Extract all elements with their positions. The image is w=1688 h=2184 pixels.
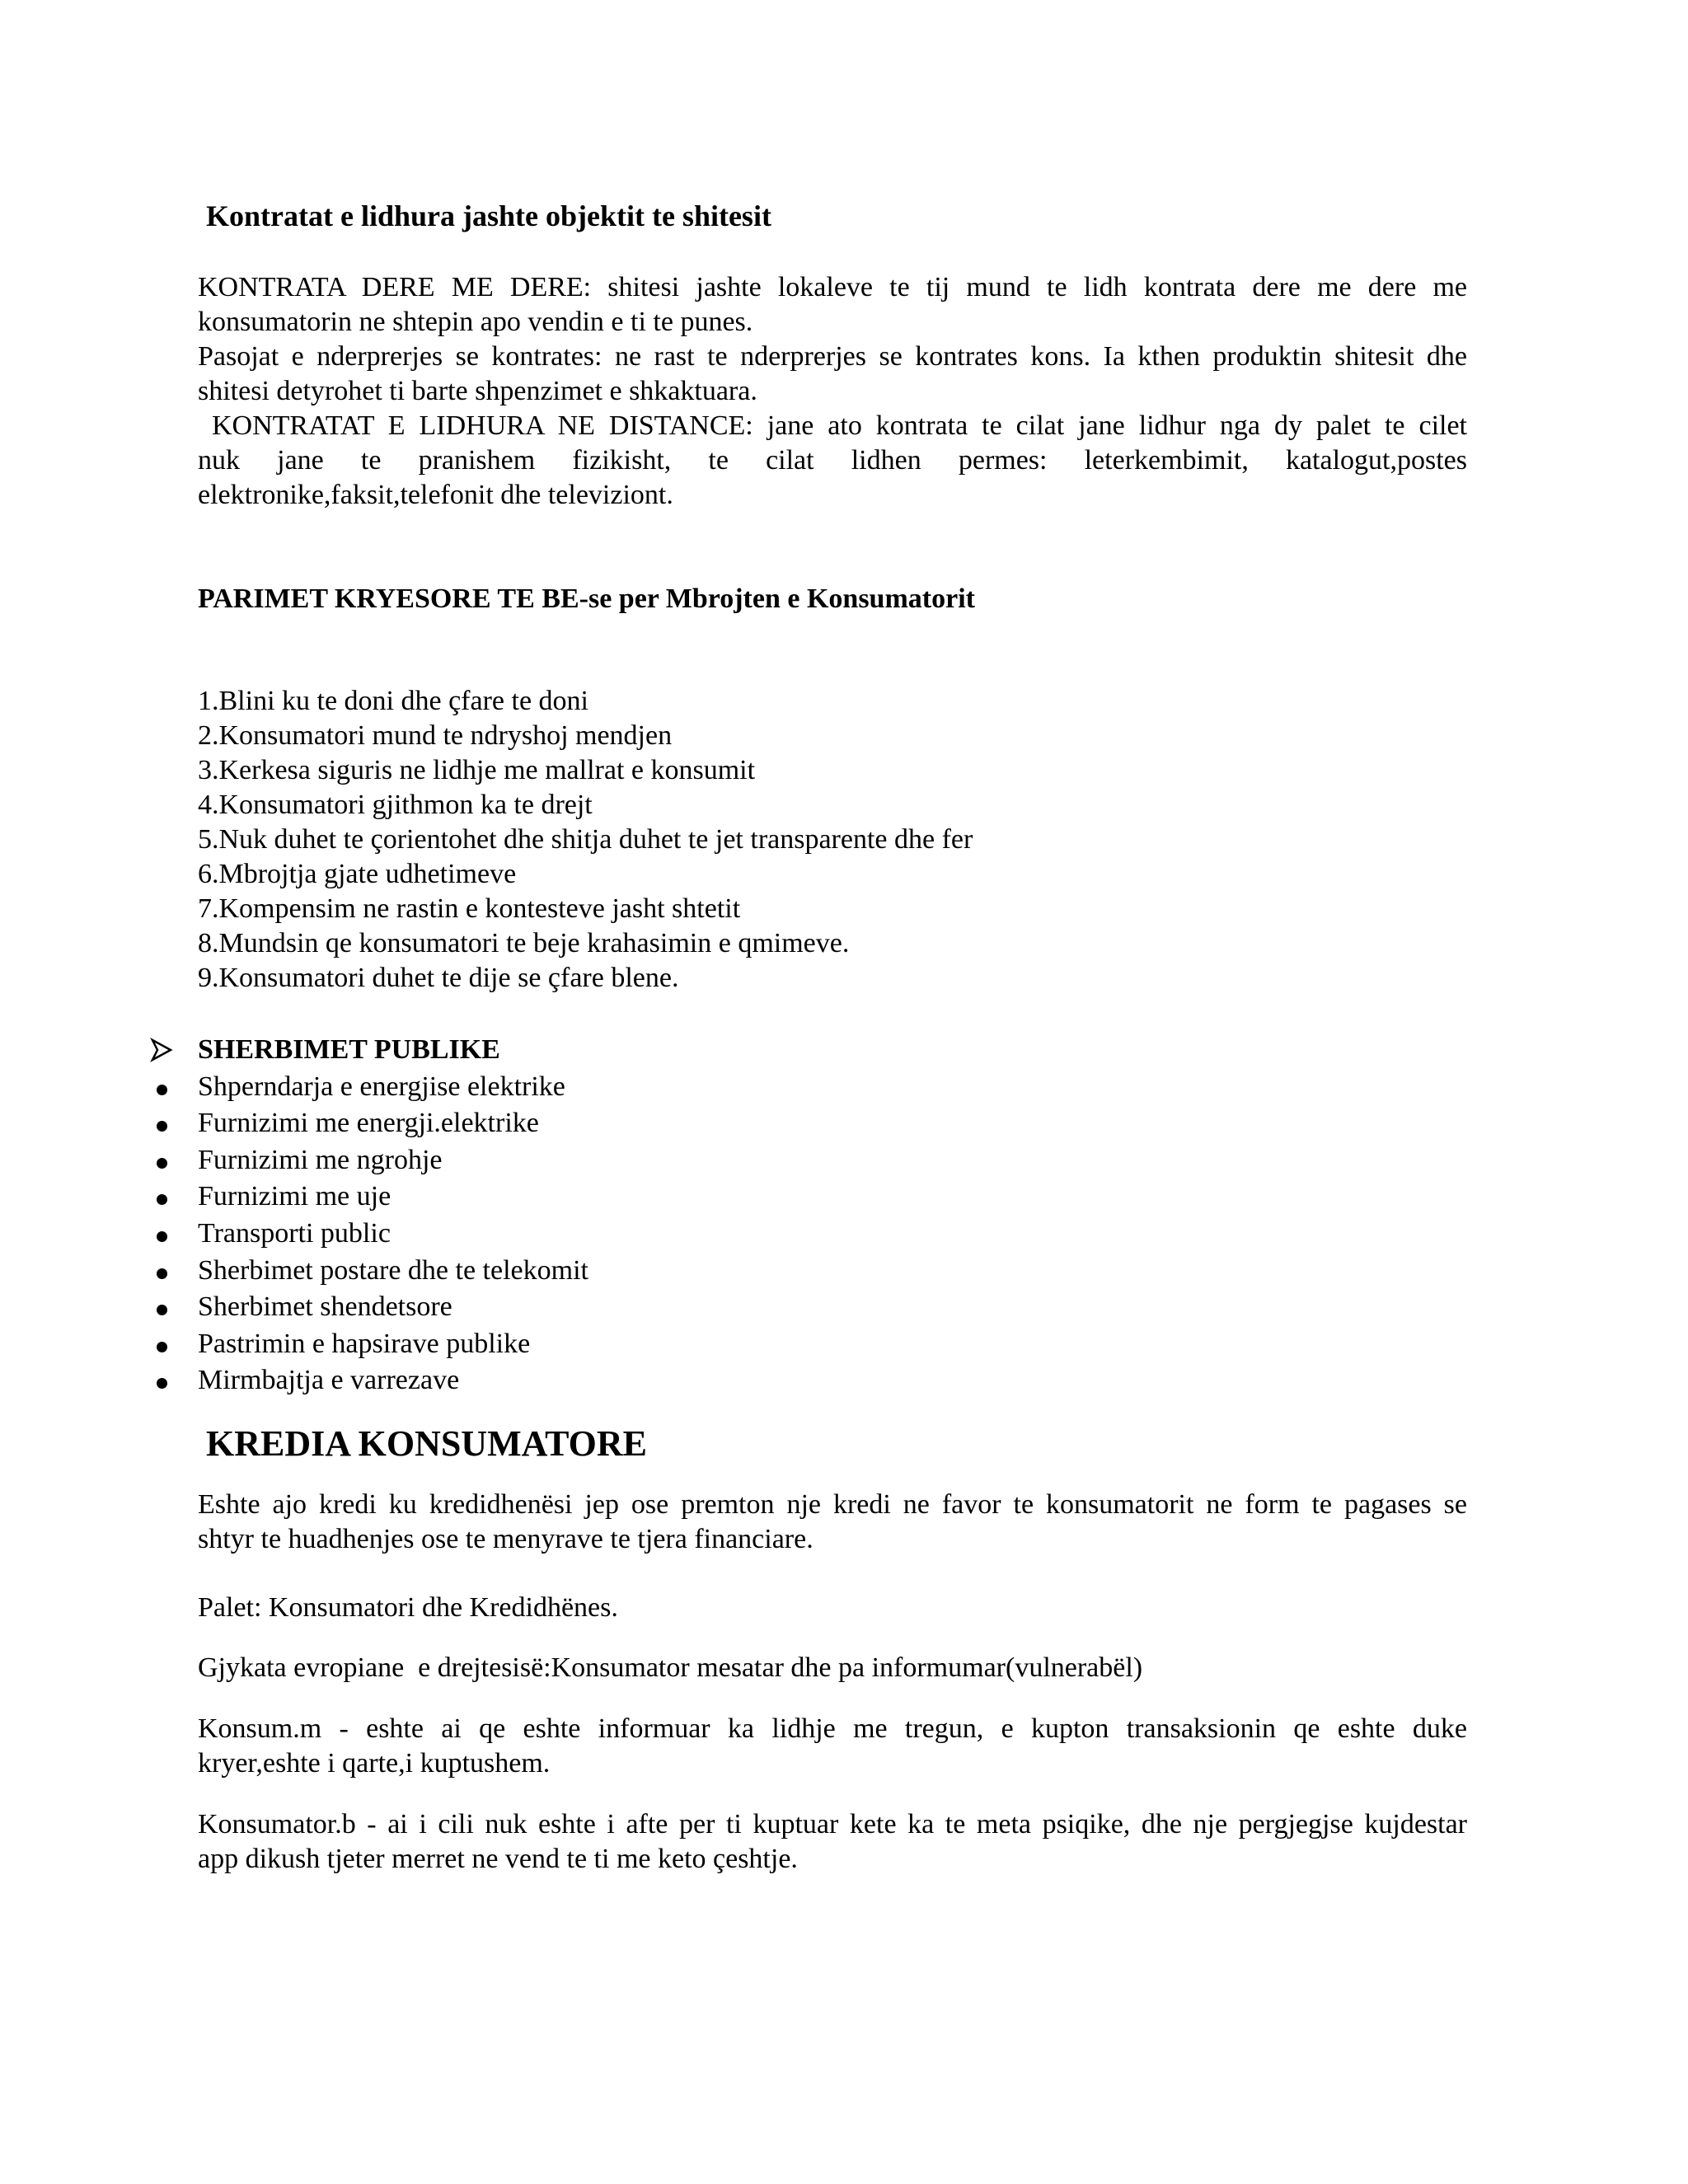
list-item-label: Shperndarja e energjise elektrike	[198, 1071, 565, 1102]
list-item-label: Sherbimet shendetsore	[198, 1291, 452, 1323]
principles-list	[198, 684, 1467, 996]
list-item	[150, 1326, 1469, 1363]
list-item: 1.Blini ku te doni dhe çfare te doni	[198, 686, 588, 716]
list-item-label: Furnizimi me ngrohje	[198, 1144, 443, 1175]
credit-court-text: Gjykata evropiane e drejtesisë:Konsumator mesatar dhe pa informumar(vulnerabël)	[198, 1652, 1143, 1683]
bullet-icon	[157, 1121, 167, 1132]
list-item: 6.Mbrojtja gjate udhetimeve	[198, 859, 517, 889]
informed-consumer-line-1: Konsum.m - eshte ai qe eshte informuar ka lidhje me tregun, e kupton transaksionin qe eshte duke	[198, 1713, 1467, 1744]
arrow-right-icon	[150, 1032, 183, 1072]
door-to-door-line-1: KONTRATA DERE ME DERE: shitesi jashte lokaleve te tij mund te lidh kontrata dere me dere me	[198, 272, 1467, 302]
list-item-label: Sherbimet postare dhe te telekomit	[198, 1254, 588, 1286]
bullet-icon	[157, 1231, 167, 1242]
list-item-label: Furnizimi me energji.elektrike	[198, 1108, 539, 1139]
list-item-label: Mirmbajtja e varrezave	[198, 1365, 460, 1396]
list-item	[150, 1105, 1469, 1142]
list-item	[150, 1362, 1469, 1399]
credit-definition-line-1: Eshte ajo kredi ku kredidhenësi jep ose premton nje kredi ne favor te konsumatorit ne form te pagases se	[198, 1489, 1467, 1520]
vulnerable-consumer	[198, 1807, 1467, 1877]
list-item: 2.Konsumatori mund te ndryshoj mendjen	[198, 720, 673, 751]
bullet-icon	[157, 1194, 167, 1205]
contracts-section	[198, 270, 1467, 513]
list-item-label: Transporti public	[198, 1217, 391, 1249]
bullet-icon	[157, 1342, 167, 1352]
bullet-icon	[157, 1378, 167, 1389]
credit-parties	[198, 1591, 1467, 1625]
consequences-line-1: Pasojat e nderprerjes se kontrates: ne rast te nderprerjes se kontrates kons. Ia kthen produktin shitesit dhe	[198, 341, 1467, 372]
credit-court	[198, 1651, 1467, 1685]
distance-line-3: elektronike,faksit,telefonit dhe televiziont.	[198, 480, 673, 510]
list-item	[150, 1142, 1469, 1179]
services-heading-row	[150, 1032, 1469, 1069]
vulnerable-consumer-line-2: app dikush tjeter merret ne vend te ti me keto çeshtje.	[198, 1844, 798, 1874]
list-item: 5.Nuk duhet te çorientohet dhe shitja duhet te jet transparente dhe fer	[198, 824, 973, 855]
list-item: 3.Kerkesa siguris ne lidhje me mallrat e konsumit	[198, 755, 756, 785]
list-item: 9.Konsumatori duhet te dije se çfare blene.	[198, 963, 679, 993]
list-item	[150, 1253, 1469, 1290]
list-item: 8.Mundsin qe konsumatori te beje krahasimin e qmimeve.	[198, 928, 850, 958]
distance-line-1: KONTRATAT E LIDHURA NE DISTANCE: jane ato kontrata te cilat jane lidhur nga dy palet te cilet	[198, 410, 1467, 441]
section-heading-credit: KREDIA KONSUMATORE	[206, 1423, 648, 1464]
door-to-door-line-2: konsumatorin ne shtepin apo vendin e ti te punes.	[198, 307, 753, 337]
list-item	[150, 1216, 1469, 1253]
list-item	[150, 1289, 1469, 1326]
section-heading-contracts: Kontratat e lidhura jashte objektit te shitesit	[206, 199, 771, 232]
credit-definition-line-2: shtyr te huadhenjes ose te menyrave te tjera financiare.	[198, 1524, 814, 1554]
list-item	[150, 1069, 1469, 1106]
public-services-list	[150, 1032, 1469, 1399]
bullet-icon	[157, 1085, 167, 1095]
list-item-label: Furnizimi me uje	[198, 1181, 392, 1212]
list-item: 4.Konsumatori gjithmon ka te drejt	[198, 790, 593, 820]
list-item	[150, 1179, 1469, 1216]
services-heading: SHERBIMET PUBLIKE	[198, 1034, 500, 1065]
informed-consumer	[198, 1712, 1467, 1781]
credit-definition	[198, 1488, 1467, 1557]
informed-consumer-line-2: kryer,eshte i qarte,i kuptushem.	[198, 1748, 551, 1779]
list-item: 7.Kompensim ne rastin e kontesteve jasht shtetit	[198, 893, 741, 924]
consequences-line-2: shitesi detyrohet ti barte shpenzimet e shkaktuara.	[198, 376, 757, 406]
credit-parties-text: Palet: Konsumatori dhe Kredidhënes.	[198, 1592, 618, 1623]
vulnerable-consumer-line-1: Konsumator.b - ai i cili nuk eshte i afte per ti kuptuar kete ka te meta psiqike, dhe nje pergjegjse kujdestar	[198, 1809, 1467, 1840]
section-heading-principles: PARIMET KRYESORE TE BE-se per Mbrojten e Konsumatorit	[198, 583, 975, 614]
bullet-icon	[157, 1305, 167, 1315]
distance-line-2: nuk jane te pranishem fizikisht, te cilat lidhen permes: leterkembimit, katalogut,postes	[198, 445, 1467, 476]
bullet-icon	[157, 1268, 167, 1279]
bullet-icon	[157, 1158, 167, 1169]
list-item-label: Pastrimin e hapsirave publike	[198, 1328, 531, 1359]
